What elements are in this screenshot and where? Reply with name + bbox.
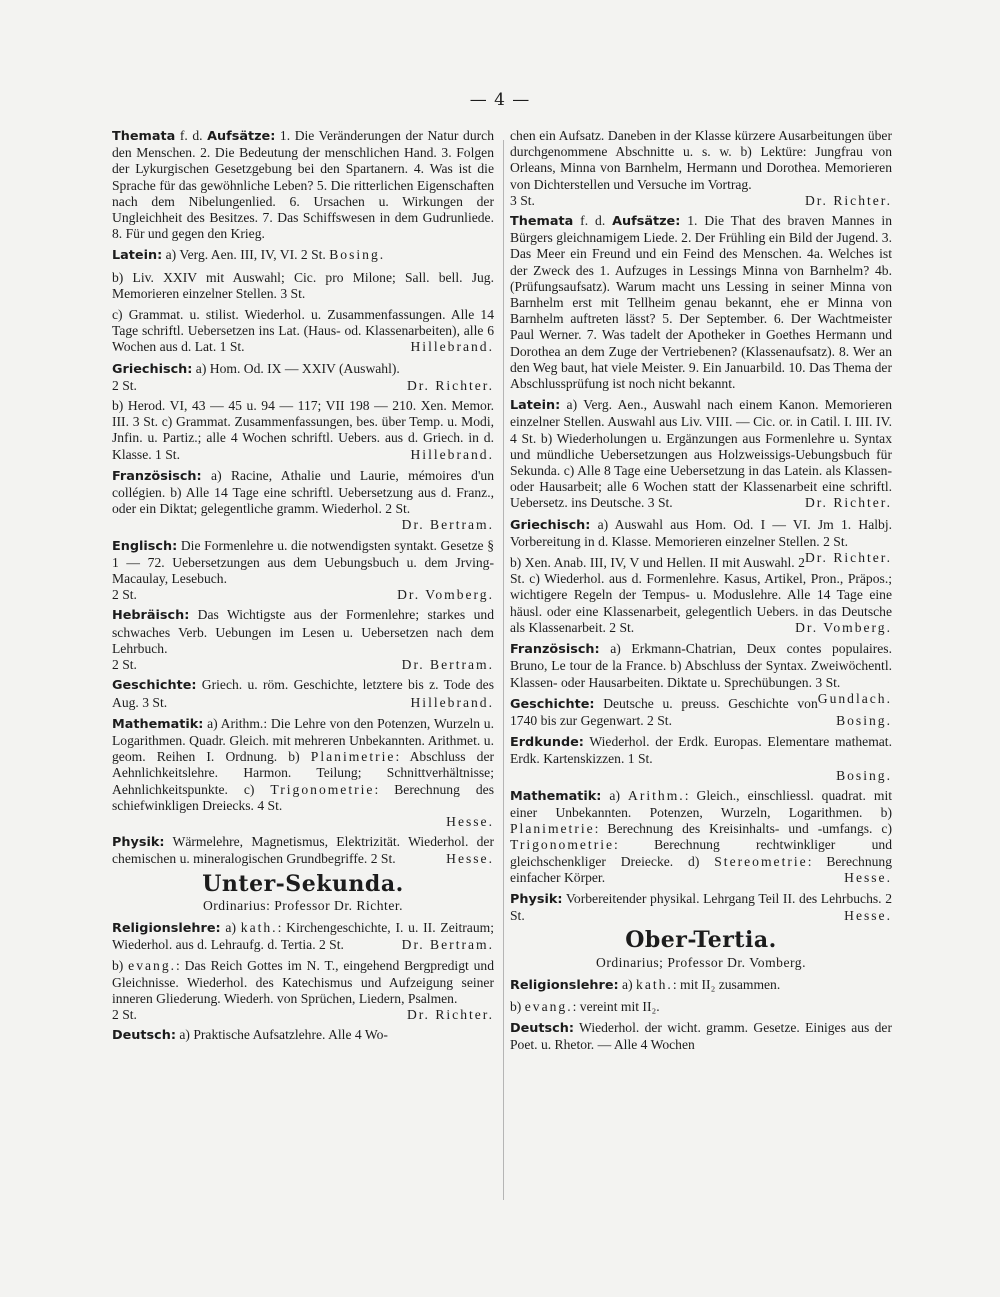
mathematik-heading: Mathematik: [510,788,602,804]
deutsch-heading: Deutsch: [510,1021,574,1037]
franzoesisch-heading: Französisch: [112,468,202,484]
religion-a: Religionslehre: a) kath.: mit II₂ zusammen. [510,976,781,993]
mathematik-paragraph: Mathematik: a) Arithm.: Die Lehre von den Potenzen, Wurzeln u. Logarithmen. Quadr. Gleich. mit mehreren Unbekannten. Arithmet. u. geom. Reihen I. Ordnung. b) Planimetrie: Abschluss der Aehnlichkeitslehre. Harmon. Teilung; Schnittverhältnisse; Aehnlichkeitspunkte. c) Trigonometrie: Berechnung des schiefwinkligen Dreiecks. 4 St. [112,715,494,813]
franzoesisch-paragraph: Französisch: a) Erkmann-Chatrian, Deux contes populaires. Bruno, Le tour de la France. b) Abschluss der Syntax. Zweiwöchentl. Klassen- oder Hausarbeiten. Diktate u. Sprechübungen. 3 St. Gundlach. [510,641,892,706]
teacher-name: Gundlach. [817,690,892,706]
griechisch-b: b) Xen. Anab. III, IV, V und Hellen. II mit Auswahl. 2 St. c) Wiederhol. aus d. Formenlehre. Kasus, Artikel, Pron., Präpos.; wichtigere Regeln der Tempus- u. Moduslehre. Alle 14 Tage eine häusl. oder eine Klassenarbeit, gelegentlich Uebers. in das Deutsche als Klassenarbeit. 2 St. Dr. Vomberg. [510,555,892,635]
mathematik-paragraph: Mathematik: a) Arithm.: Gleich., einschliessl. quadrat. mit einer Unbekannten. Potenzen, Wurzeln, Logarithmen. b) Planimetrie: Berechnung des Kreisinhalts- und -umfangs. c) Trigonometrie: Berechnung rechtwinkliger und gleichschenkliger Dreiecke. d) Stereometrie: Berechnung einfacher Körper. Hesse. [510,787,893,885]
teacher-line: 2 St. Dr. Richter. [112,377,494,393]
teacher-line: 2 St. Dr. Bertram. [112,657,494,673]
teacher-name: Dr. Richter. [804,495,892,511]
teacher-line: 2 St. Dr. Vomberg. [112,587,494,603]
teacher-name: Bosing. [836,712,892,728]
teacher-line: 3 St. Dr. Richter. [510,192,892,208]
physik-paragraph: Physik: Wärmelehre, Magnetismus, Elektrizität. Wiederhol. der chemischen u. mineralogischen Grundbegriffe. 2 St. Hesse. [112,834,494,867]
teacher-name: Dr. Bertram. [401,517,494,533]
deutsch-paragraph: Deutsch: a) Praktische Aufsatzlehre. Alle 4 Wo- [112,1027,388,1044]
teacher-name: Hesse. [844,869,892,885]
latein-paragraph: Latein: a) Verg. Aen. III, IV, VI. 2 St. Bosing. [112,247,386,264]
hebraeisch-heading: Hebräisch: [112,608,190,624]
teacher-name: Hesse. [844,908,892,924]
religion-b: b) evang.: vereint mit II₂. [510,998,660,1014]
physik-paragraph: Physik: Vorbereitender physikal. Lehrgang Teil II. des Lehrbuchs. 2 St. Hesse. [510,890,892,924]
geschichte-heading: Geschichte: [510,696,595,712]
englisch-heading: Englisch: [112,538,178,554]
section-title: Unter-Sekunda. [202,870,404,897]
teacher-name: Hillebrand. [410,339,494,355]
ordinarius-line: Ordinarius: Professor Dr. Richter. [202,897,404,913]
deutsch-continued: chen ein Aufsatz. Daneben in der Klasse kürzere Ausarbeitungen über durchgenommene Abschnitte u. s. w. b) Lektüre: Jungfrau von Orleans, Minna von Barnhelm, Hermann und Dorothea. Memorieren von Dichterstellen und Versuche im Vortrag. [510,128,892,192]
franzoesisch-heading: Französisch: [510,642,600,658]
teacher-name: Dr. Bertram. [401,937,494,953]
teacher-line: 2 St. Dr. Richter. [112,1006,494,1022]
ordinarius-line: Ordinarius; Professor Dr. Vomberg. [596,954,806,970]
religion-heading: Religionslehre: [510,977,619,993]
teacher-name: Dr. Vomberg. [397,587,494,603]
teacher-name: Hesse. [446,851,494,867]
religion-heading: Religionslehre: [112,920,221,936]
teacher-name: Dr. Vomberg. [795,619,892,635]
religion-b: b) evang.: Das Reich Gottes im N. T., eingehend Bergpredigt und Gleichnisse. Wiederhol. des Katechismus und Aufzeigung seiner inneren Gliederung. Wiederh. von Sprüchen, Liedern, Psalmen. [112,958,494,1006]
latein-paragraph: Latein: a) Verg. Aen., Auswahl nach einem Kanon. Memorieren einzelner Stellen. Auswahl aus Liv. VIII. — Cic. or. in Catil. I. III. IV. 4 St. b) Wiederholungen u. Ergänzungen aus Formenlehre u. Syntax und mündliche Uebersetzungen aus Holzweissigs-Uebungsbuch für Sekunda. c) Alle 8 Tage eine Uebersetzung in das Latein. als Klassen- oder Hausarbeit; alle 6 Wochen statt der Klassenarbeit eine schriftl. Uebersetz. ins Deutsche. 3 St. Dr. Richter. [510,397,892,511]
themata-text: 1. Die Veränderungen der Natur durch den Menschen. 2. Die Bedeutung der menschlichen Hand. 3. Folgen der Lykurgischen Gesetzgebung bei den Spartanern. 4. Was ist die Sprache für das gewöhnliche Leben? 5. Die ritterlichen Eigenschaften nach dem Nibelungenlied. 6. Ursachen u. Wirkungen der Ungleichheit des Besitzes. 7. Das Schiffswesen in dem Gudrunliede. 8. Für und gegen den Krieg. [112,128,494,242]
teacher-name: Bosing. [836,767,892,783]
erdkunde-paragraph: Erdkunde: Wiederhol. der Erdk. Europas. Elementare mathemat. Erdk. Kartenskizzen. 1 St. [510,734,892,767]
teacher-name: Dr. Richter. [406,377,494,393]
griechisch-heading: Griechisch: [510,517,591,533]
teacher-name: Hillebrand. [410,446,494,462]
left-column [112,128,494,1049]
page-number: — 4 — [469,90,531,110]
griechisch-paragraph: Griechisch: a) Auswahl aus Hom. Od. I — VI. Jm 1. Halbj. Vorbereitung in d. Klasse. Memorieren einzelner Stellen. 2 St. Dr. Richter. [510,516,892,566]
teacher-name: Dr. Richter. [406,1006,494,1022]
teacher-name: Hesse. [446,813,494,829]
physik-heading: Physik: [510,891,563,907]
teacher-name: Bosing. [329,247,386,263]
teacher-name: Hillebrand. [410,694,494,710]
themata-heading: Themata [510,214,574,230]
englisch-paragraph: Englisch: Die Formenlehre u. die notwendigsten syntakt. Gesetze § 1 — 72. Uebersetzungen aus dem Uebungsbuch u. dem Jrving-Macaulay, Lesebuch. [112,537,494,587]
latein-b: b) Liv. XXIV mit Auswahl; Cic. pro Milone; Sall. bell. Jug. Memorieren einzelner Stellen. 3 St. [112,269,494,301]
physik-heading: Physik: [112,835,165,851]
teacher-name: Dr. Richter. [804,550,892,566]
latein-c: c) Grammat. u. stilist. Wiederhol. u. Zusammenfassungen. Alle 14 Tage schriftl. Uebersetzen ins Lat. (Haus- od. Klassenarbeiten), alle 6 Wochen aus d. Lat. 1 St. Hillebrand. [112,307,494,355]
themata-heading: Themata [112,129,176,144]
geschichte-heading: Geschichte: [112,678,197,694]
themata-paragraph: Themata f. d. Aufsätze: 1. Die That des braven Mannes in Bürgers gleichnamigem Liede. 2. Der Frühling ein Bild der Jugend. 3. Das Meer ein Freund und ein Feind des Menschen. 4a. Welches ist der Zweck des 1. Aufzuges in Lessings Minna von Barnhelm? 4b. (Prüfungsaufsatz). Warum macht uns Lessing in seiner Minna von Barnhelm erst mit Tellheim genau bekannt, ehe er Minna von Barnhelm auftreten lässt? 5. Der September. 6. Der Wachtmeister Paul Werner. 7. Was tadelt der Apotheker in Goethes Hermann und Dorothea an dem Zuge der Vertriebenen? (Klassenaufsatz). 8. Wer an den Weg baut, hat viele Meister. 9. Ein Januarbild. 10. Das Thema der Abschlussprüfung ist noch nicht bekannt. [510,213,892,392]
deutsch-heading: Deutsch: [112,1028,176,1044]
griechisch-b: b) Herod. VI, 43 — 45 u. 94 — 117; VII 198 — 210. Xen. Memor. III. 3 St. c) Grammat. Zusammenfassungen, bes. über Temp. u. Modi, Jnfin. u. Partiz.; alle 4 Wochen schriftl. Uebers. aus d. Griech. in d. Klasse. 1 St. Hillebrand. [112,398,494,462]
religion-a: Religionslehre: a) kath.: Kirchengeschichte, I. u. II. Zeitraum; Wiederhol. aus d. Lehraufg. d. Tertia. 2 St. Dr. Bertram. [112,919,494,953]
themata-text: 1. Die That des braven Mannes in Bürgers gleichnamigem Liede. 2. Der Frühling ein Bild der Jugend. 3. Das Meer ein Freund und ein Feind des Menschen. 4a. Welches ist der Zweck des 1. Aufzuges in Lessings Minna von Barnhelm? 4b. (Prüfungsaufsatz). Warum macht uns Lessing in seiner Minna von Barnhelm erst mit Tellheim genau bekannt, ehe er Minna von Barnhelm auftreten lässt? 5. Der September. 6. Der Wachtmeister Paul Werner. 7. Was tadelt der Apotheker in Goethes Hermann und Dorothea an dem Zuge der Vertriebenen? (Klassenaufsatz). 8. Wer an den Weg baut, hat viele Meister. 9. Ein Januarbild. 10. Das Thema der Abschlussprüfung ist noch nicht bekannt. [510,213,892,392]
griechisch-heading: Griechisch: [112,361,193,377]
latein-heading: Latein: [510,398,561,414]
griechisch-paragraph: Griechisch: a) Hom. Od. IX — XXIV (Auswahl). [112,360,400,377]
mathematik-heading: Mathematik: [112,716,204,732]
themata-paragraph: Themata f. d. Aufsätze: 1. Die Veränderungen der Natur durch den Menschen. 2. Die Bedeutung der menschlichen Hand. 3. Folgen der Lykurgischen Gesetzgebung bei den Spartanern. 4. Was ist die Sprache für das gewöhnliche Leben? 5. Die ritterlichen Eigenschaften nach dem Nibelungenlied. 6. Ursachen u. Wirkungen der Ungleichheit des Besitzes. 7. Das Schiffswesen in dem Gudrunliede. 8. Für und gegen den Krieg. [112,128,494,242]
teacher-name: Dr. Richter. [804,192,892,208]
geschichte-paragraph: Geschichte: Griech. u. röm. Geschichte, letztere bis z. Tode des Aug. 3 St. Hillebrand. [112,677,494,710]
column-divider [503,140,504,1200]
geschichte-paragraph: Geschichte: Deutsche u. preuss. Geschichte von 1740 bis zur Gegenwart. 2 St. Bosing. [510,695,892,728]
section-title: Ober-Tertia. [625,927,777,954]
hebraeisch-paragraph: Hebräisch: Das Wichtigste aus der Formenlehre; starkes und schwaches Verb. Uebungen im Lesen u. Uebersetzen nach dem Lehrbuch. [112,607,494,656]
deutsch-paragraph: Deutsch: Wiederhol. der wicht. gramm. Gesetze. Einiges aus der Poet. u. Rhetor. — Alle 4 Wochen [510,1020,892,1053]
teacher-name: Dr. Bertram. [401,657,494,673]
right-column [510,128,892,1059]
erdkunde-heading: Erdkunde: [510,735,584,751]
latein-heading: Latein: [112,248,163,264]
franzoesisch-paragraph: Französisch: a) Racine, Athalie und Laurie, mémoires d'un collégien. b) Alle 14 Tage eine schriftl. Uebersetzung aus d. Franz., oder ein Diktat; gelegentliche gramm. Wiederhol. 2 St. [112,467,494,517]
